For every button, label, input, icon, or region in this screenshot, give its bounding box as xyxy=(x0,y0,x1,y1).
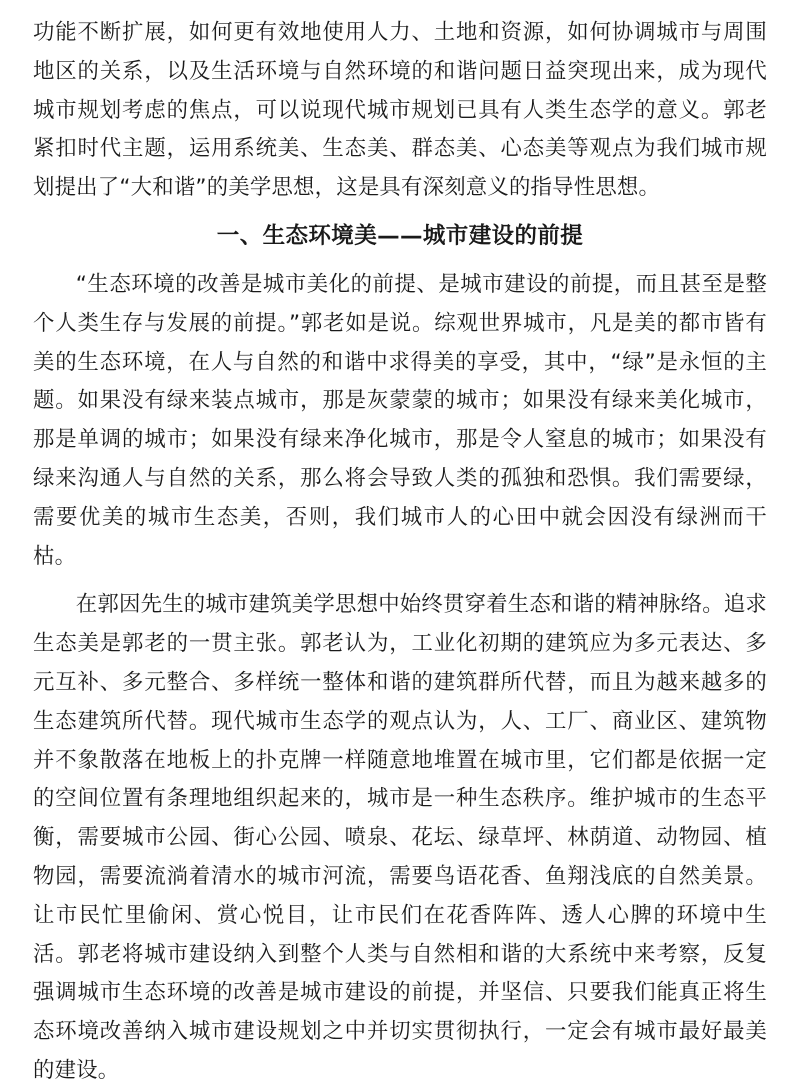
document-page xyxy=(33,14,767,1091)
section-heading: 一、生态环境美——城市建设的前提 xyxy=(216,222,584,249)
opening-paragraph: 功能不断扩展，如何更有效地使用人力、土地和资源，如何协调城市与周围地区的关系，以及生活环境与自然环境的和谐问题日益突现出来，成为现代城市规划考虑的焦点，可以说现代城市规划已具有人类生态学的意义。郭老紧扣时代主题，运用系统美、生态美、群态美、心态美等观点为我们城市规划提出了“大和谐”的美学思想，这是具有深刻意义的指导性思想。 xyxy=(33,20,767,201)
paragraph-gap xyxy=(33,576,767,586)
body-paragraph-2: 在郭因先生的城市建筑美学思想中始终贯穿着生态和谐的精神脉络。追求生态美是郭老的一贯主张。郭老认为，工业化初期的建筑应为多元表达、多元互补、多元整合、多样统一整体和谐的建筑群所代替，而且为越来越多的生态建筑所代替。现代城市生态学的观点认为，人、工厂、商业区、建筑物并不象散落在地板上的扑克牌一样随意地堆置在城市里，它们都是依据一定的空间位置有条理地组织起来的，城市是一种生态秩序。维护城市的生态平衡，需要城市公园、街心公园、喷泉、花坛、绿草坪、林荫道、动物园、植物园，需要流淌着清水的城市河流，需要鸟语花香、鱼翔浅底的自然美景。让市民忙里偷闲、赏心悦目，让市民们在花香阵阵、透人心脾的环境中生活。郭老将城市建设纳入到整个人类与自然相和谐的大系统中来考察，反复强调城市生态环境的改善是城市建设的前提，并坚信、只要我们能真正将生态环境改善纳入城市建设规划之中并切实贯彻执行，一定会有城市最好最美的建设。 xyxy=(33,592,767,1083)
body-paragraph-1: “生态环境的改善是城市美化的前提、是城市建设的前提，而且甚至是整个人类生存与发展的前提。”郭老如是说。综观世界城市，凡是美的都市皆有美的生态环境，在人与自然的和谐中求得美的享受，其中，“绿”是永恒的主题。如果没有绿来装点城市，那是灰蒙蒙的城市；如果没有绿来美化城市，那是单调的城市；如果没有绿来净化城市，那是令人窒息的城市；如果没有绿来沟通人与自然的关系，那么将会导致人类的孤独和恐惧。我们需要绿，需要优美的城市生态美，否则，我们城市人的心田中就会因没有绿洲而干枯。 xyxy=(33,271,767,569)
